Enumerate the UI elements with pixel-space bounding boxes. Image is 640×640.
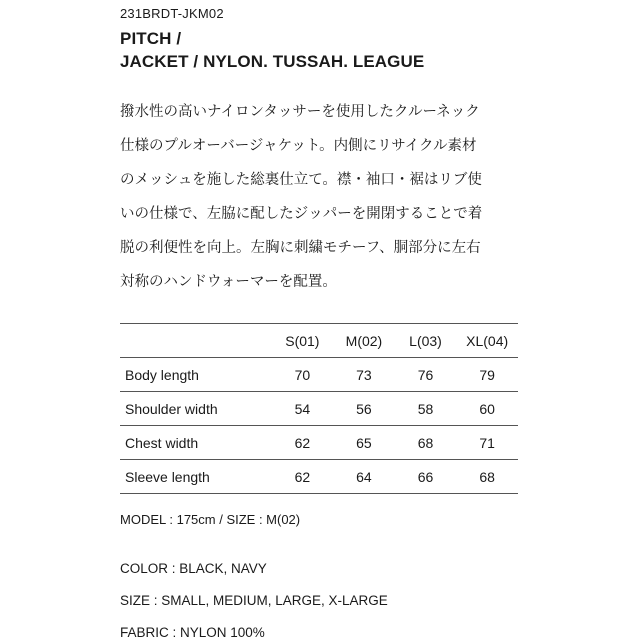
table-row [120, 392, 518, 426]
description-line: 対称のハンドウォーマーを配置。 [120, 274, 337, 290]
table-cell: 68 [395, 426, 457, 460]
description-line: 仕様のプルオーバージャケット。内側にリサイクル素材 [120, 138, 477, 154]
table-cell: 62 [272, 426, 334, 460]
color-info: COLOR : BLACK, NAVY [120, 561, 267, 576]
size-header-m: M(02) [333, 324, 395, 358]
table-cell: 71 [456, 426, 518, 460]
size-header-s: S(01) [272, 324, 334, 358]
product-title-line-2: JACKET / NYLON. TUSSAH. LEAGUE [120, 52, 425, 71]
product-title [120, 27, 424, 73]
row-label: Chest width [120, 426, 272, 460]
fabric-info: FABRIC : NYLON 100% [120, 625, 265, 640]
table-cell: 64 [333, 460, 395, 494]
table-cell: 54 [272, 392, 334, 426]
size-header-blank [120, 324, 272, 358]
table-row [120, 426, 518, 460]
size-header-xl: XL(04) [456, 324, 518, 358]
table-cell: 62 [272, 460, 334, 494]
description-line: いの仕様で、左脇に配したジッパーを開閉することで着 [120, 206, 483, 222]
table-cell: 70 [272, 358, 334, 392]
product-title-line-1: PITCH / [120, 29, 182, 48]
description-line: 脱の利便性を向上。左胸に刺繍モチーフ、胴部分に左右 [120, 240, 481, 256]
size-chart-header-row [120, 324, 518, 358]
table-row [120, 460, 518, 494]
table-cell: 76 [395, 358, 457, 392]
table-cell: 68 [456, 460, 518, 494]
table-cell: 66 [395, 460, 457, 494]
table-cell: 60 [456, 392, 518, 426]
size-chart-table [120, 323, 518, 494]
model-info: MODEL : 175cm / SIZE : M(02) [120, 512, 301, 527]
row-label: Sleeve length [120, 460, 272, 494]
table-row [120, 358, 518, 392]
table-cell: 58 [395, 392, 457, 426]
row-label: Shoulder width [120, 392, 272, 426]
row-label: Body length [120, 358, 272, 392]
product-code: 231BRDT-JKM02 [120, 6, 224, 21]
description-line: 撥水性の高いナイロンタッサーを使用したクルーネック [120, 104, 480, 120]
table-cell: 65 [333, 426, 395, 460]
table-cell: 56 [333, 392, 395, 426]
table-cell: 79 [456, 358, 518, 392]
table-cell: 73 [333, 358, 395, 392]
size-info: SIZE : SMALL, MEDIUM, LARGE, X-LARGE [120, 593, 388, 608]
product-description [120, 95, 540, 299]
description-line: のメッシュを施した総裏仕立て。襟・袖口・裾はリブ使 [120, 172, 482, 188]
size-header-l: L(03) [395, 324, 457, 358]
